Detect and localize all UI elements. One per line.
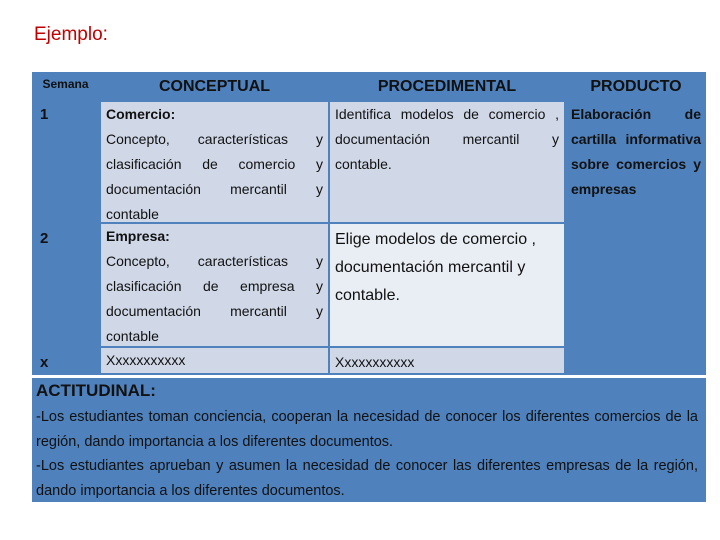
producto-cell: Elaboración de cartilla informativa sobre comercios y empresas [571,106,701,197]
page-title: Ejemplo: [34,24,108,45]
actitudinal-text [36,405,698,503]
procedimental-cell: Xxxxxxxxxxx [330,348,564,373]
header-producto: PRODUCTO [566,72,706,100]
procedimental-cell: Elige modelos de comercio , documentación mercantil y contable. [330,224,564,346]
actitudinal-label: ACTITUDINAL: [36,381,156,400]
week-number: 1 [40,106,49,123]
conceptual-cell: Xxxxxxxxxxx [101,348,328,373]
actitudinal-line: -Los estudiantes toman conciencia, cooperan la necesidad de conocer los diferentes comercios de la región, dando importancia a los diferentes documentos. [36,409,698,450]
week-number: x [40,354,49,371]
header-procedimental: PROCEDIMENTAL [330,72,564,100]
header-semana: Semana [32,72,99,100]
conceptual-cell [101,224,328,346]
conceptual-text: Concepto, características y clasificación de comercio y documentación mercantil y contable [106,131,323,222]
procedimental-cell: Identifica modelos de comercio , documentación mercantil y contable. [330,102,564,222]
conceptual-cell [101,102,328,222]
week-number: 2 [40,230,49,247]
conceptual-text: Concepto, características y clasificación de empresa y documentación mercantil y contable [106,253,323,344]
conceptual-title: Empresa: [106,228,170,244]
header-conceptual: CONCEPTUAL [101,72,328,100]
conceptual-title: Comercio: [106,106,176,122]
actitudinal-line: -Los estudiantes aprueban y asumen la necesidad de conocer las diferentes empresas de la región, dando importancia a los diferentes documentos. [36,458,698,499]
